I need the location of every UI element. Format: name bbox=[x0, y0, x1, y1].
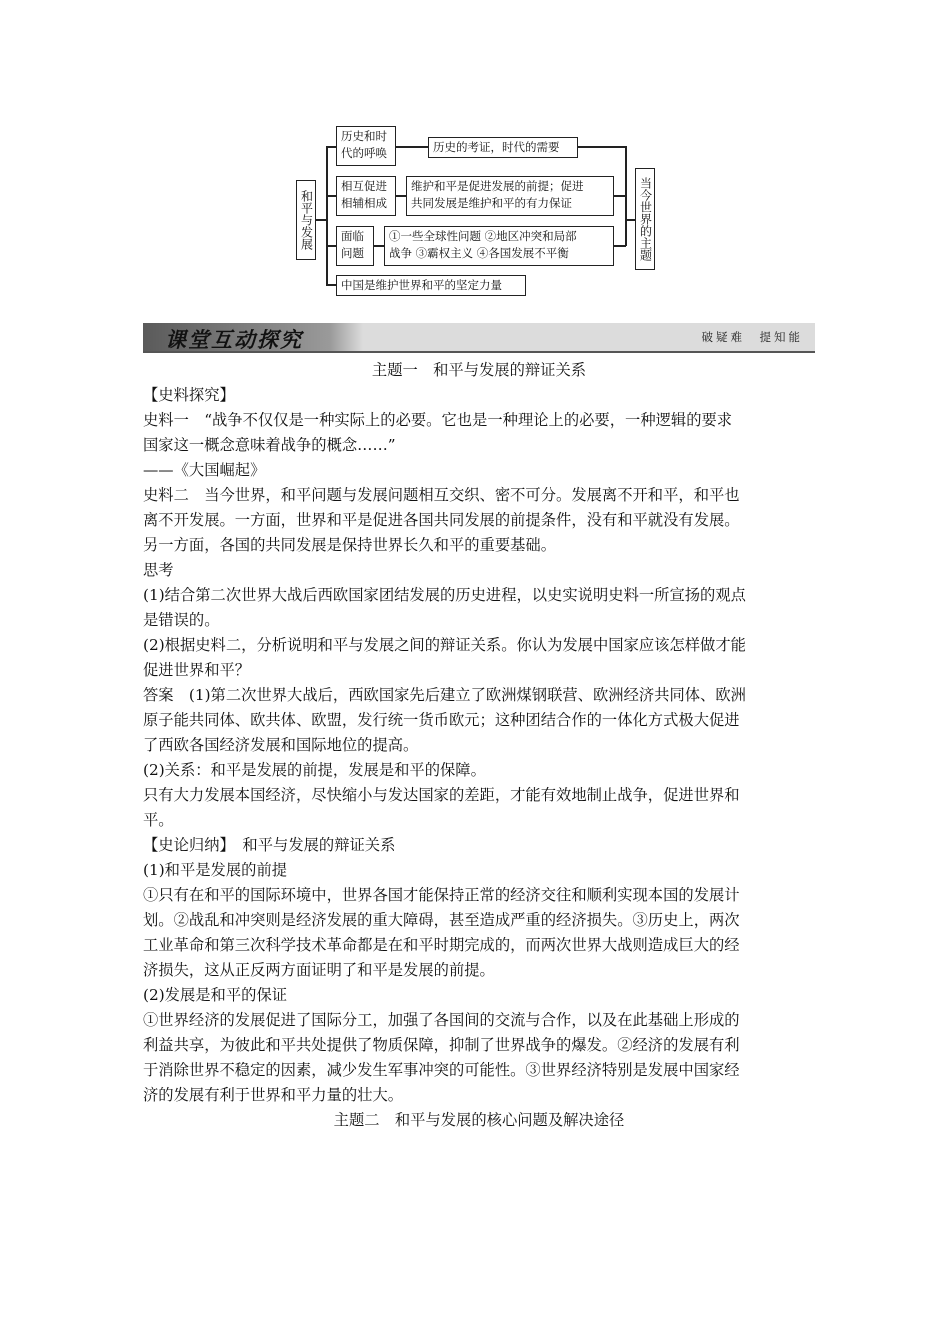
section-heading: 【史料探究】 bbox=[143, 386, 235, 404]
diagram-left-spine bbox=[326, 146, 328, 284]
diagram-result bbox=[635, 168, 655, 270]
article-body bbox=[143, 358, 815, 1133]
diagram-text: 问题 bbox=[341, 246, 364, 260]
question-line: 是错误的。 bbox=[143, 611, 220, 629]
paragraph-line: 史料二 当今世界，和平问题与发展问题相互交织、密不可分。发展离不开和平，和平也 bbox=[143, 486, 740, 504]
branch-china-detail bbox=[336, 275, 526, 296]
paragraph-line: 于消除世界不稳定的因素，减少发生军事冲突的可能性。③世界经济特别是发展中国家经 bbox=[143, 1061, 740, 1079]
topic-heading: 主题一 和平与发展的辩证关系 bbox=[371, 361, 587, 379]
diagram-root bbox=[296, 180, 316, 260]
diagram-result-text: 当今世界的主题 bbox=[638, 177, 653, 261]
citation: ——《大国崛起》 bbox=[143, 461, 266, 479]
diagram-line bbox=[326, 284, 336, 286]
branch-problems-label bbox=[336, 226, 374, 266]
paragraph-line: 国家这一概念意味着战争的概念……” bbox=[143, 436, 396, 454]
sub-heading: (1)和平是发展的前提 bbox=[143, 861, 288, 879]
diagram-line bbox=[326, 146, 336, 148]
answer-line: 只有大力发展本国经济，尽快缩小与发达国家的差距，才能有效地制止战争，促进世界和 bbox=[143, 786, 740, 804]
paragraph-line: 工业革命和第三次科学技术革命都是在和平时期完成的，而两次世界大战则造成巨大的经 bbox=[143, 936, 740, 954]
diagram-line bbox=[396, 195, 406, 197]
answer-line: (2)关系：和平是发展的前提，发展是和平的保障。 bbox=[143, 761, 486, 779]
diagram-text: 相互促进 bbox=[341, 179, 387, 193]
paragraph-line: 离不开发展。一方面，世界和平是促进各国共同发展的前提条件，没有和平就没有发展。 bbox=[143, 511, 740, 529]
diagram-line bbox=[374, 245, 384, 247]
concept-diagram bbox=[0, 0, 950, 310]
diagram-text: 历史和时 bbox=[341, 129, 387, 143]
answer-line: 答案 (1)第二次世界大战后，西欧国家先后建立了欧洲煤钢联营、欧洲经济共同体、欧洲 bbox=[143, 686, 746, 704]
answer-line: 原子能共同体、欧共体、欧盟，发行统一货币欧元；这种团结合作的一体化方式极大促进 bbox=[143, 711, 740, 729]
branch-mutual-detail bbox=[406, 176, 614, 216]
paragraph-line: 划。②战乱和冲突则是经济发展的重大障碍，甚至造成严重的经济损失。③历史上，两次 bbox=[143, 911, 740, 929]
diagram-root-text: 和平与发展 bbox=[299, 190, 314, 250]
diagram-text: 中国是维护世界和平的坚定力量 bbox=[341, 278, 502, 292]
diagram-line bbox=[625, 219, 635, 221]
diagram-text: 维护和平是促进发展的前提；促进 bbox=[411, 179, 584, 193]
diagram-text: 面临 bbox=[341, 229, 364, 243]
paragraph-line: ①只有在和平的国际环境中，世界各国才能保持正常的经济交往和顺利实现本国的发展计 bbox=[143, 886, 740, 904]
diagram-line bbox=[396, 146, 428, 148]
diagram-line bbox=[326, 245, 336, 247]
diagram-text: 历史的考证，时代的需要 bbox=[433, 140, 560, 154]
banner-subtitle: 破疑难 提知能 bbox=[701, 330, 803, 344]
paragraph-line: 另一方面，各国的共同发展是保持世界长久和平的重要基础。 bbox=[143, 536, 557, 554]
paragraph-line: 济损失，这从正反两方面证明了和平是发展的前提。 bbox=[143, 961, 495, 979]
branch-mutual-label bbox=[336, 176, 396, 216]
diagram-text: 战争 ③霸权主义 ④各国发展不平衡 bbox=[389, 246, 569, 260]
question-line: (1)结合第二次世界大战后西欧国家团结发展的历史进程，以史实说明史料一所宣扬的观点 bbox=[143, 586, 746, 604]
diagram-line bbox=[578, 146, 626, 148]
diagram-text: 共同发展是维护和平的有力保证 bbox=[411, 196, 572, 210]
question-line: 促进世界和平？ bbox=[143, 661, 251, 679]
topic-heading: 主题二 和平与发展的核心问题及解决途径 bbox=[333, 1111, 625, 1129]
diagram-text: 相辅相成 bbox=[341, 196, 387, 210]
paragraph-line: ①世界经济的发展促进了国际分工，加强了各国间的交流与合作，以及在此基础上形成的 bbox=[143, 1011, 740, 1029]
branch-history-detail bbox=[428, 137, 578, 158]
diagram-right-spine bbox=[625, 146, 627, 246]
paragraph-line: 济的发展有利于世界和平力量的壮大。 bbox=[143, 1086, 404, 1104]
section-banner bbox=[143, 323, 815, 353]
paragraph-line: 利益共享，为彼此和平共处提供了物质保障，抑制了世界战争的爆发。②经济的发展有利 bbox=[143, 1036, 740, 1054]
diagram-line bbox=[326, 195, 336, 197]
answer-line: 平。 bbox=[143, 811, 174, 829]
branch-history-label bbox=[336, 126, 396, 166]
answer-line: 了西欧各国经济发展和国际地位的提高。 bbox=[143, 736, 419, 754]
diagram-text: 代的呼唤 bbox=[341, 146, 387, 160]
question-line: (2)根据史料二，分析说明和平与发展之间的辩证关系。你认为发展中国家应该怎样做才能 bbox=[143, 636, 746, 654]
section-heading: 【史论归纳】 和平与发展的辩证关系 bbox=[143, 836, 396, 854]
think-label: 思考 bbox=[143, 561, 174, 579]
sub-heading: (2)发展是和平的保证 bbox=[143, 986, 288, 1004]
banner-title: 课堂互动探究 bbox=[165, 327, 303, 352]
branch-problems-detail bbox=[384, 226, 614, 266]
diagram-text: ①一些全球性问题 ②地区冲突和局部 bbox=[389, 229, 577, 243]
paragraph-line: 史料一 “战争不仅仅是一种实际上的必要。它也是一种理论上的必要，一种逻辑的要求 bbox=[143, 411, 733, 429]
